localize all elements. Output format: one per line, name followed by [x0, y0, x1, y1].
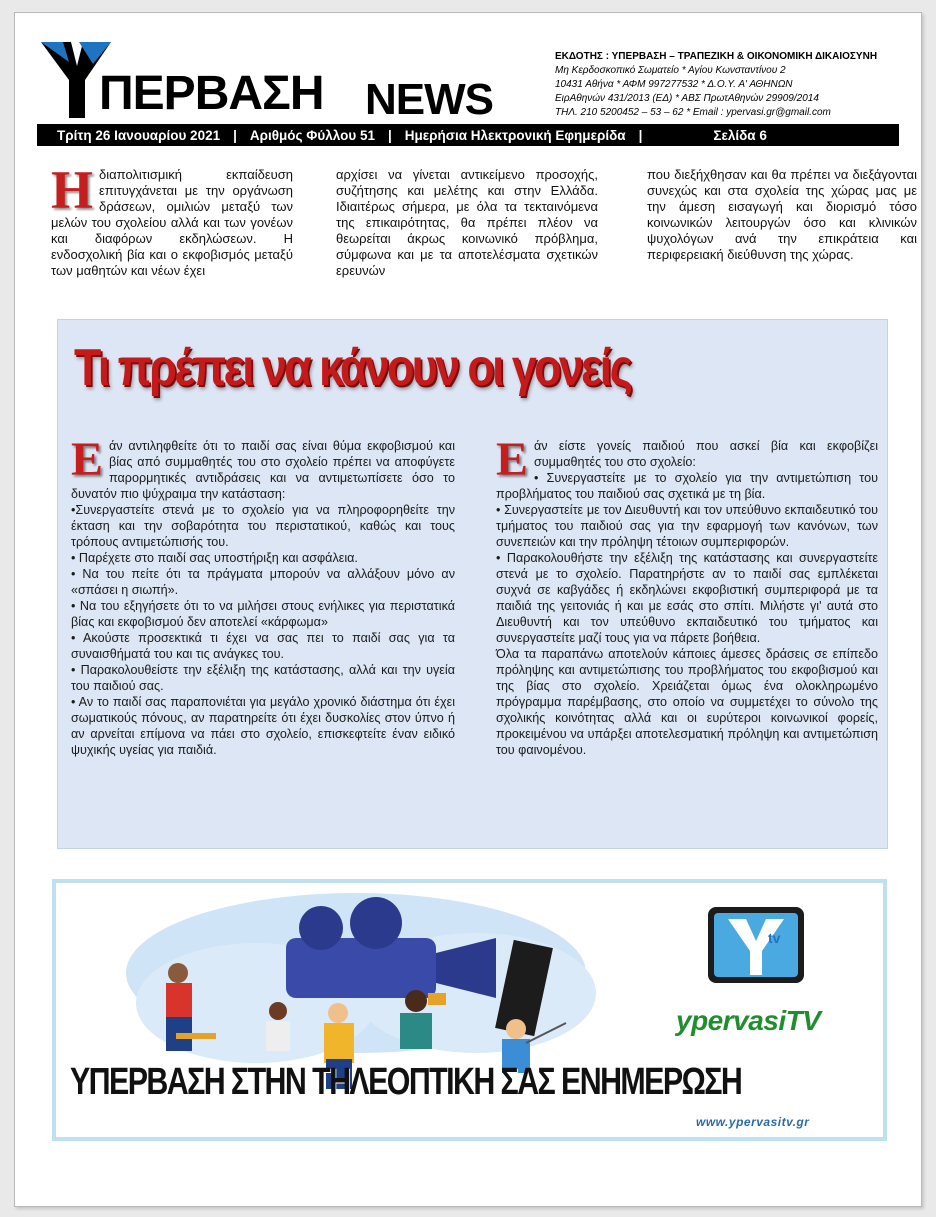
svg-text:tv: tv [768, 930, 781, 946]
bullet-item: • Παρακολουθήστε την εξέλιξη της κατάστασης και συνεργαστείτε στενά με το σχολείο. Παρατηρήστε αν το παιδί σας εμπλέκεται συχνά σε καβγάδες ή εκδηλώνει εκφοβιστική συμπεριφορά με τα παιδιά της γειτονιάς ή και με εσάς στο σπίτι. Μιλήστε γι' αυτά στο Διευθυντή και τον υπεύθυνο εκπαιδευτικό του τμήματος και συνεργαστείτε μαζί τους για να πάρετε βοήθεια. [496, 551, 878, 645]
publisher-line: ΕΚΔΟΤΗΣ : ΥΠΕΡΒΑΣΗ – ΤΡΑΠΕΖΙΚΗ & ΟΙΚΟΝΟΜΙΚΗ ΔΙΚΑΙΟΣΥΝΗ [555, 51, 878, 62]
page-number: Σελίδα 6 [713, 127, 767, 143]
ypervasi-tv-logo-icon [706, 905, 806, 985]
tv-brand-name: ypervasiTV [676, 1005, 821, 1036]
paper-type: Ημερήσια Ηλεκτρονική Εφημερίδα [404, 127, 626, 143]
bullet-item: • Να του πείτε ότι τα πράγματα μπορούν να αλλάξουν μόνο αν «σπάσει η σιωπή». [71, 567, 455, 597]
banner-url-link[interactable]: www.ypervasitv.gr [696, 1115, 810, 1129]
feature-column-left [71, 433, 455, 758]
newspaper-page [14, 12, 922, 1207]
bullet-item: • Παρέχετε στο παιδί σας υποστήριξη και ασφάλεια. [71, 551, 358, 565]
feature-title: Τι πρέπει να κάνουν οι γονείς [74, 339, 631, 397]
publisher-info [555, 50, 915, 120]
intro-column-2: αρχίσει να γίνεται αντικείμενο προσοχής, συζήτησης και μελέτης και στην Ελλάδα. Ιδιαιτέρως σήμερα, με όλα τα τεκταινόμενα της επικαιρότητας, θα πρέπει πλέον να θεωρείται άκρως κοινωνικό πρόβλημα, σύμφωνα και με τα αποτελέσματα σχετικών ερευνών [336, 167, 598, 278]
issue-number: Αριθμός Φύλλου 51 [249, 127, 375, 143]
separator: | [638, 127, 643, 143]
bullet-item: •Συνεργαστείτε στενά με το σχολείο για να πληροφορηθείτε την έκταση και την σοβαρότητα του περιστατικού, καθώς και τους τρόπους αντιμετώπισής του. [71, 503, 455, 549]
bullet-item: • Να του εξηγήσετε ότι το να μιλήσει στους ενήλικες για περιστατικά βίας και εκφοβισμού δεν αποτελεί «κάρφωμα» [71, 599, 455, 629]
feature-box [57, 319, 888, 849]
intro-text: διαπολιτισμική εκπαίδευση επιτυγχάνεται με την οργάνωση δράσεων, ομιλιών μεταξύ των μελών του σχολείου αλλά και των γονέων και διαφόρων εκδηλώσεων. Η ενδοσχολική βία και ο εκφοβισμός μεταξύ των μαθητών και νέων έχει [51, 167, 293, 278]
masthead-logo [41, 40, 501, 132]
drop-cap: Ε [496, 433, 529, 486]
separator: | [233, 127, 237, 143]
bullet-item: • Συνεργαστείτε με τον Διευθυντή και τον υπεύθυνο εκπαιδευτικό του τμήματος του παιδιού σας για την εφαρμογή των κανόνων, των συνεπειών και την πρόληψη τέτοιων συμπεριφορών. [496, 503, 878, 549]
paragraph-text: άν αντιληφθείτε ότι το παιδί σας είναι θύμα εκφοβισμού και βίας από συμμαθητές του στο σχολείο πρέπει να αποφύγετε παρορμητικές αντιδράσεις και να αντιμετωπίσετε όσο το δυνατόν πιο ψύχραιμα την κατάσταση: [71, 439, 455, 501]
paragraph [71, 433, 455, 502]
paragraph: Όλα τα παραπάνω αποτελούν κάποιες άμεσες δράσεις σε επίπεδο πρόληψης και αντιμετώπισης του προβλήματος του εκφοβισμού και της βίας στο σχολείο. Χρειάζεται όμως ένα ολοκληρωμένο πρόγραμμα παρέμβασης, στο οποίο να συμμετέχει το σύνολο της σχολικής κοινότητας αλλά και οι ευρύτεροι κοινωνικοί φορείς, προκειμένου να υπάρξει αποτελεσματική πρόληψη και αντιμετώπιση του φαινομένου. [496, 647, 878, 757]
logo-news-text: NEWS [365, 75, 493, 124]
publisher-line: Μη Κερδοσκοπικό Σωματείο * Αγίου Κωνσταντίνου 2 [555, 65, 786, 76]
drop-cap: Ε [71, 433, 104, 486]
intro-column-1 [51, 160, 293, 279]
bullet-item: • Παρακολουθείστε την εξέλιξη της κατάστασης, αλλά και την υγεία του παιδιού σας. [71, 663, 455, 693]
bullet-item: • Ακούστε προσεκτικά τι έχει να σας πει το παιδί σας για τα συναισθήματά του και τις ανάγκες του. [71, 631, 455, 661]
bullet-item: • Αν το παιδί σας παραπονιέται για μεγάλο χρονικό διάστημα ότι έχει σωματικούς πόνους, αν παρατηρείτε ότι έχει δυσκολίες στον ύπνο ή αν αρνείται επίμονα να πάει στο σχολείο, επισκεφτείτε έναν ειδικό ψυχικής υγείας για παιδιά. [71, 695, 455, 757]
banner-slogan: ΥΠΕΡΒΑΣΗ ΣΤΗΝ ΤΗΛΕΟΠΤΙΚΗ ΣΑΣ ΕΝΗΜΕΡΩΣΗ [70, 1061, 742, 1103]
intro-column-3: που διεξήχθησαν και θα πρέπει να διεξάγονται συνεχώς και στα σχολεία της χώρας μας με την άμεση εισαγωγή και διορισμό τόσο κοινωνικών λειτουργών όσο και κλινικών ψυχολόγων ανά την επικράτεια και περιφερειακή διεύθυνση της χώρας. [647, 167, 917, 262]
drop-cap: Η [51, 160, 94, 220]
publisher-line: ΤΗΛ. 210 5200452 – 53 – 62 * Email : ypervasi.gr@gmail.com [555, 107, 831, 118]
separator: | [387, 127, 392, 143]
publisher-line: ΕιρΑθηνών 431/2013 (ΕΔ) * ΑΒΣ ΠρωτΑθηνών 29909/2014 [555, 93, 819, 104]
publisher-line: 10431 Αθήνα * ΑΦΜ 997277532 * Δ.Ο.Υ. Α' ΑΘΗΝΩΝ [555, 79, 793, 90]
logo-brand-text: ΠΕΡΒΑΣΗ [99, 67, 324, 120]
bullet-item: • Συνεργαστείτε με το σχολείο για την αντιμετώπιση του προβλήματος του παιδιού σας σχετικά με τη βία. [496, 471, 878, 501]
tv-banner-ad[interactable] [52, 879, 887, 1141]
date-bar [37, 124, 899, 146]
feature-column-right [496, 433, 878, 758]
paragraph-text: άν είστε γονείς παιδιού που ασκεί βία και εκφοβίζει συμμαθητές του στο σχολείο: [534, 439, 878, 469]
issue-date: Τρίτη 26 Ιανουαρίου 2021 [57, 127, 221, 143]
